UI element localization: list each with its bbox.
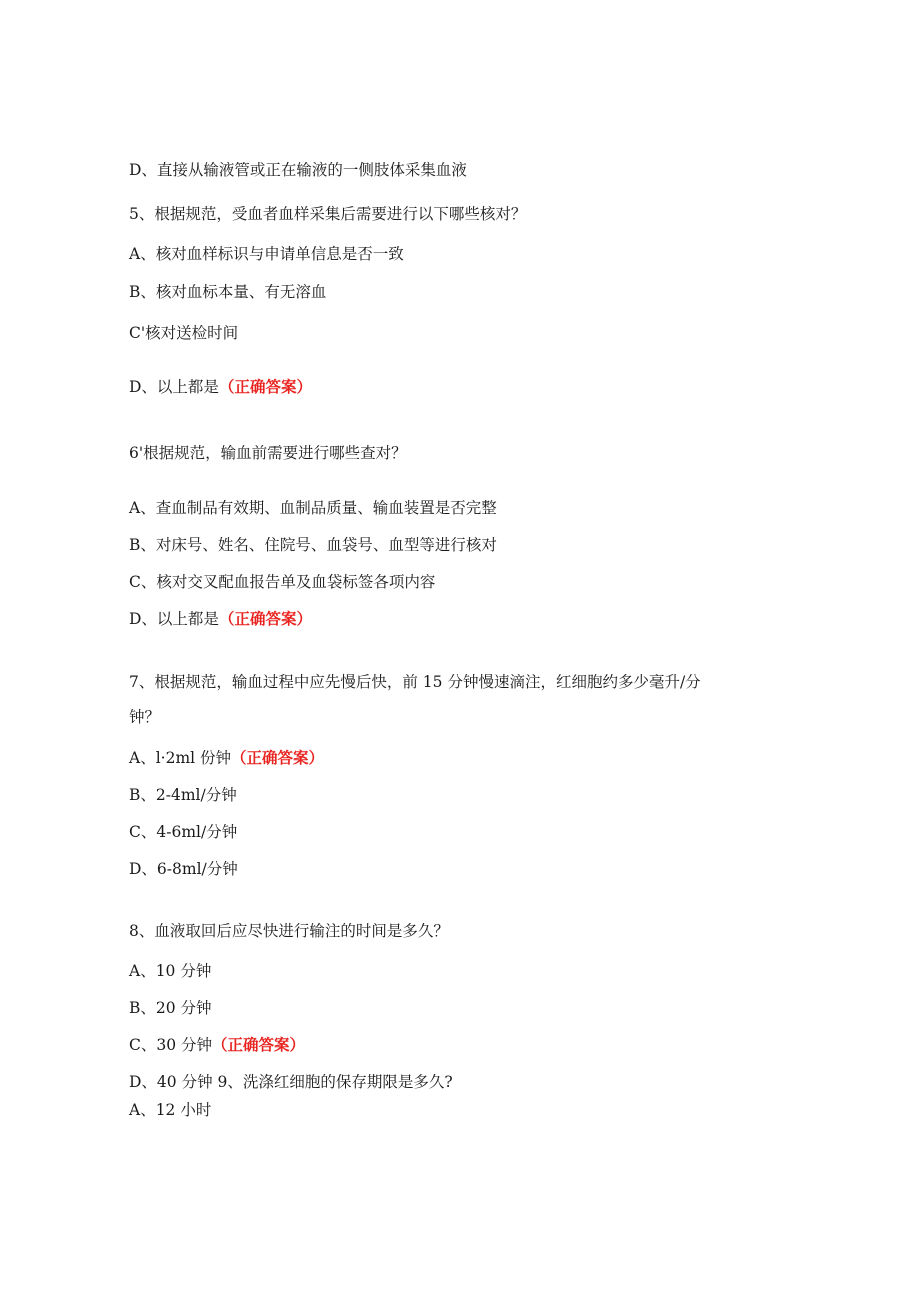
question-text: 5、根据规范，受血者血样采集后需要进行以下哪些核对？: [129, 205, 527, 223]
q7-option-b: [129, 785, 237, 805]
q5-option-c: [129, 323, 238, 343]
option-text: D、以上都是: [129, 378, 219, 396]
option-text: A、l·2ml 份钟: [129, 749, 232, 767]
option-text: A、查血制品有效期、血制品质量、输血装置是否完整: [129, 499, 497, 517]
q6-option-d: [129, 609, 312, 629]
correct-answer-tag: （正确答案）: [231, 748, 325, 767]
option-text: B、20 分钟: [129, 999, 212, 1017]
option-text: D、6-8ml∕分钟: [129, 860, 238, 878]
correct-answer-tag: （正确答案）: [212, 1035, 306, 1054]
option-text: A、核对血样标识与申请单信息是否一致: [129, 245, 404, 263]
q6-option-b: [129, 535, 497, 555]
option-text: D、直接从输液管或正在输液的一侧肢体采集血液: [129, 161, 467, 179]
q7-question-line1: [129, 672, 701, 692]
question-text: 7、根据规范，输血过程中应先慢后快，前 15 分钟慢速滴注，红细胞约多少毫升/分: [129, 673, 701, 691]
option-text: A、12 小时: [129, 1101, 212, 1119]
q6-option-a: [129, 498, 497, 518]
q6-question: [129, 443, 407, 463]
q5-question: [129, 204, 526, 224]
option-text: D、以上都是: [129, 610, 219, 628]
q8-option-a: [129, 961, 211, 981]
option-text: D、40 分钟 9、洗涤红细胞的保存期限是多久?: [129, 1073, 453, 1091]
question-text: 钟？: [129, 708, 161, 726]
q5-option-d: [129, 377, 312, 397]
q5-option-b: [129, 282, 326, 302]
q7-option-a: [129, 748, 324, 768]
q7-option-c: [129, 822, 237, 842]
q4-option-d: [129, 160, 467, 180]
q5-option-a: [129, 244, 404, 264]
option-text: C、核对交叉配血报告单及血袋标签各项内容: [129, 573, 436, 591]
option-text: C'核对送检时间: [129, 324, 239, 342]
question-text: 8、血液取回后应尽快进行输注的时间是多久？: [129, 922, 449, 940]
option-text: B、核对血标本量、有无溶血: [129, 283, 327, 301]
q8-question: [129, 921, 449, 941]
option-text: C、30 分钟: [129, 1036, 213, 1054]
q8-option-c: [129, 1035, 305, 1055]
question-text: 6'根据规范，输血前需要进行哪些查对？: [129, 444, 407, 462]
q8-option-b: [129, 998, 212, 1018]
correct-answer-tag: （正确答案）: [218, 609, 312, 628]
option-text: C、4-6ml∕分钟: [129, 823, 238, 841]
q7-option-d: [129, 859, 238, 879]
q8-option-d-and-q9-question: [129, 1072, 453, 1092]
option-text: A、10 分钟: [129, 962, 212, 980]
option-text: B、2-4ml∕分钟: [129, 786, 237, 804]
correct-answer-tag: （正确答案）: [218, 377, 312, 396]
q9-option-a: [129, 1100, 211, 1120]
q6-option-c: [129, 572, 435, 592]
q7-question-line2: [129, 707, 160, 727]
option-text: B、对床号、姓名、住院号、血袋号、血型等进行核对: [129, 536, 497, 554]
